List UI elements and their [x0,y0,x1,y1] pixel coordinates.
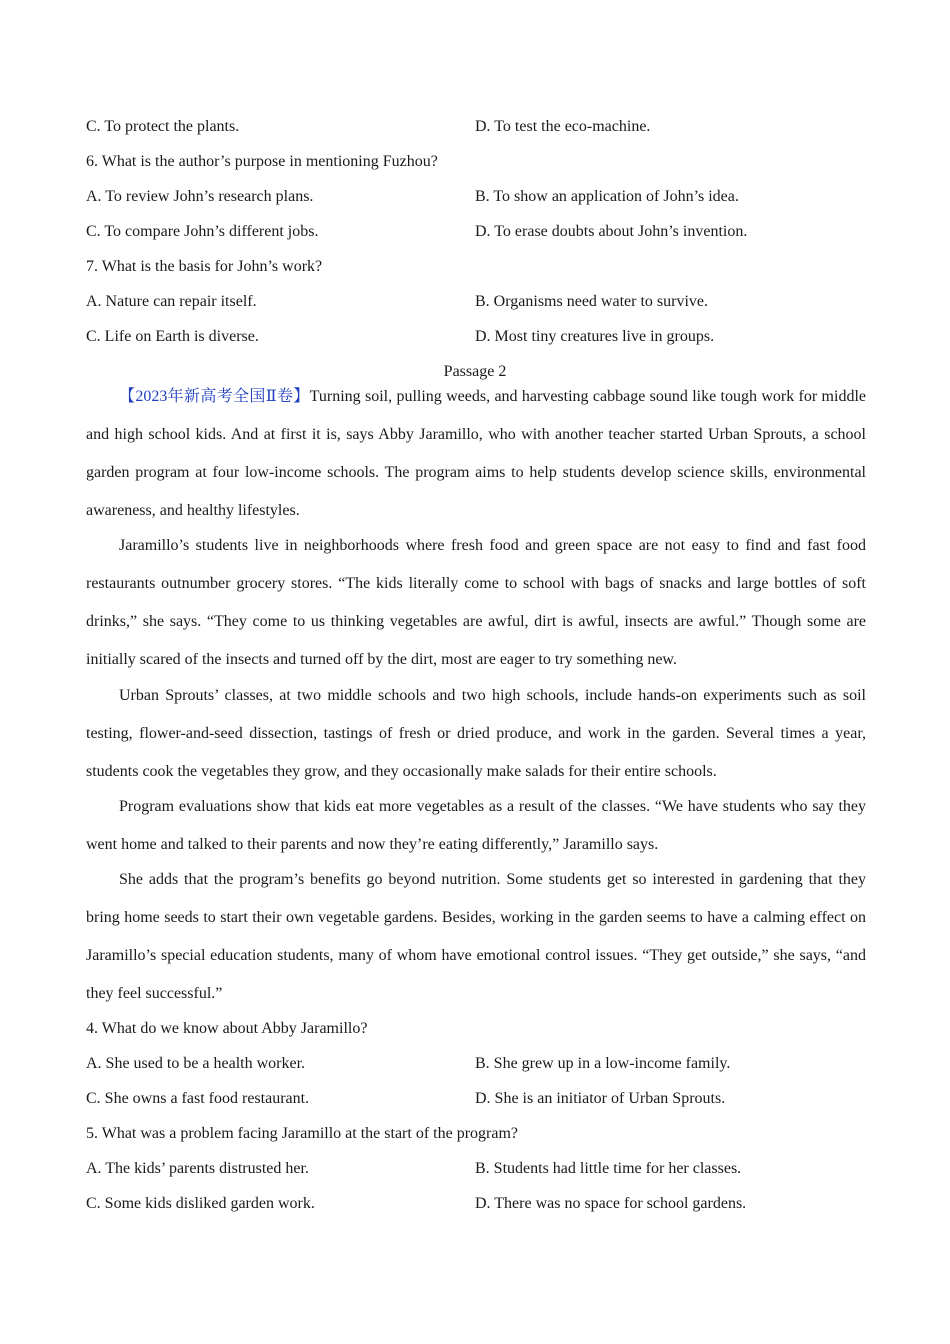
option-b: B. To show an application of John’s idea. [475,188,739,205]
option-d: D. To test the eco-machine. [475,118,651,135]
options-row [86,292,886,312]
question-7-stem: 7. What is the basis for John’s work? [86,258,323,275]
passage-paragraph-3: Urban Sprouts’ classes, at two middle schools and two high schools, include hands-on experiments such as soil testing, flower-and-seed dissection, tastings of fresh or dried produce, and work in the garden. Several times a year, students cook the vegetables they grow, and they occasionally make salads for their entire schools. [86,687,866,780]
source-tag: 【2023年新高考全国Ⅱ卷】 [119,388,310,405]
option-c: C. She owns a fast food restaurant. [86,1090,310,1107]
passage-paragraph-5: She adds that the program’s benefits go beyond nutrition. Some students get so interested in gardening that they bring home seeds to start their own vegetable gardens. Besides, working in the garden seems to have a calming effect on Jaramillo’s special education students, many of whom have emotional control issues. “They get outside,” she says, “and they feel successful.” [86,871,866,1002]
option-d: D. Most tiny creatures live in groups. [475,328,715,345]
option-a: A. Nature can repair itself. [86,293,257,310]
passage-paragraph-1 [86,378,866,530]
question-5-stem: 5. What was a problem facing Jaramillo at the start of the program? [86,1125,518,1142]
option-a: A. She used to be a health worker. [86,1055,306,1072]
option-b: B. Organisms need water to survive. [475,293,708,310]
option-a: A. The kids’ parents distrusted her. [86,1160,309,1177]
option-c: C. To protect the plants. [86,118,240,135]
passage-paragraph-2: Jaramillo’s students live in neighborhoods where fresh food and green space are not easy to find and fast food restaurants outnumber grocery stores. “The kids literally come to school with bags of snacks and large bottles of soft drinks,” she says. “They come to us thinking vegetables are awful, dirt is awful, insects are awful.” Though some are initially scared of the insects and turned off by the dirt, most are eager to try something new. [86,537,866,668]
options-row [86,1159,886,1179]
option-a: A. To review John’s research plans. [86,188,314,205]
question-4-stem: 4. What do we know about Abby Jaramillo? [86,1020,368,1037]
options-row [86,117,886,137]
options-row [86,327,886,347]
options-row [86,1054,886,1074]
options-row [86,222,886,242]
option-d: D. There was no space for school gardens. [475,1195,747,1212]
option-d: D. To erase doubts about John’s invention. [475,223,748,240]
option-b: B. She grew up in a low-income family. [475,1055,731,1072]
options-row [86,1194,886,1214]
passage-title: Passage 2 [443,363,507,380]
question-6-stem: 6. What is the author’s purpose in mentioning Fuzhou? [86,153,438,170]
option-c: C. Some kids disliked garden work. [86,1195,315,1212]
options-row [86,187,886,207]
option-c: C. To compare John’s different jobs. [86,223,319,240]
paragraph-text: Turning soil, pulling weeds, and harvesting cabbage sound like tough work for middle and high school kids. And at first it is, says Abby Jaramillo, who with another teacher started Urban Sprouts, a school garden program at four low-income schools. The program aims to help students develop science skills, environmental awareness, and healthy lifestyles. [86,388,866,519]
option-c: C. Life on Earth is diverse. [86,328,259,345]
options-row [86,1089,886,1109]
option-b: B. Students had little time for her classes. [475,1160,742,1177]
option-d: D. She is an initiator of Urban Sprouts. [475,1090,726,1107]
passage-paragraph-4: Program evaluations show that kids eat more vegetables as a result of the classes. “We have students who say they went home and talked to their parents and now they’re eating differently,” Jaramillo says. [86,798,866,853]
